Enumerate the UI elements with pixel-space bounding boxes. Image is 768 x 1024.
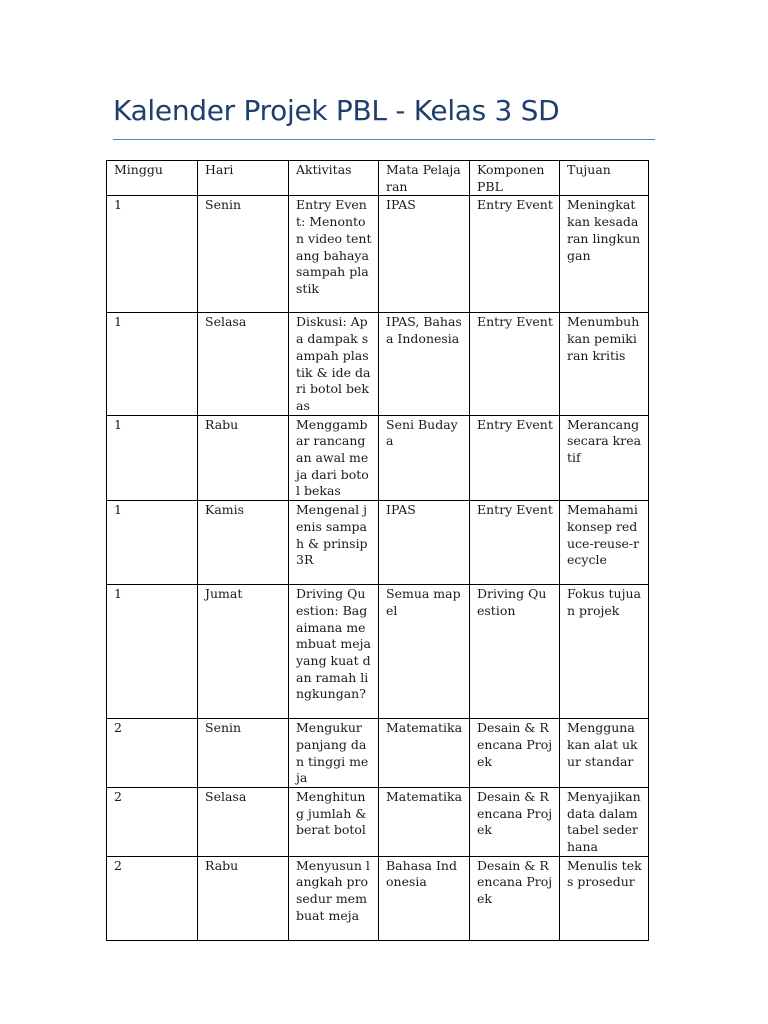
project-calendar-table: [106, 160, 649, 941]
cell-hari: Rabu: [198, 856, 289, 940]
table-row: [107, 585, 649, 719]
cell-mata-pelajaran: Matematika: [379, 719, 470, 788]
cell-hari: Senin: [198, 196, 289, 313]
cell-tujuan: Menumbuhkan pemikiran kritis: [560, 313, 649, 415]
cell-mata-pelajaran: IPAS: [379, 196, 470, 313]
header-cell-hari: Hari: [198, 161, 289, 196]
cell-komponen-pbl: Desain & Rencana Projek: [470, 787, 560, 856]
cell-komponen-pbl: Entry Event: [470, 501, 560, 585]
cell-mata-pelajaran: Semua mapel: [379, 585, 470, 719]
table-row: [107, 501, 649, 585]
cell-aktivitas: Menggambar rancangan awal meja dari botol bekas: [289, 415, 379, 501]
cell-minggu: 1: [107, 196, 198, 313]
cell-aktivitas: Diskusi: Apa dampak sampah plastik & ide dari botol bekas: [289, 313, 379, 415]
table-header-row: [107, 161, 649, 196]
document-title: Kalender Projek PBL - Kelas 3 SD: [113, 94, 560, 127]
cell-aktivitas: Menyusun langkah prosedur membuat meja: [289, 856, 379, 940]
table-row: [107, 856, 649, 940]
cell-mata-pelajaran: Bahasa Indonesia: [379, 856, 470, 940]
cell-tujuan: Menulis teks prosedur: [560, 856, 649, 940]
cell-aktivitas: Driving Question: Bagaimana membuat meja yang kuat dan ramah lingkungan?: [289, 585, 379, 719]
cell-aktivitas: Entry Event: Menonton video tentang bahaya sampah plastik: [289, 196, 379, 313]
cell-hari: Selasa: [198, 787, 289, 856]
cell-tujuan: Menyajikan data dalam tabel sederhana: [560, 787, 649, 856]
cell-komponen-pbl: Entry Event: [470, 196, 560, 313]
cell-komponen-pbl: Driving Question: [470, 585, 560, 719]
header-cell-komponen-pbl: Komponen PBL: [470, 161, 560, 196]
cell-minggu: 1: [107, 501, 198, 585]
cell-tujuan: Memahami konsep reduce-reuse-recycle: [560, 501, 649, 585]
header-cell-tujuan: Tujuan: [560, 161, 649, 196]
table-row: [107, 719, 649, 788]
cell-mata-pelajaran: IPAS: [379, 501, 470, 585]
cell-minggu: 2: [107, 856, 198, 940]
cell-aktivitas: Menghitung jumlah & berat botol: [289, 787, 379, 856]
cell-komponen-pbl: Entry Event: [470, 415, 560, 501]
cell-komponen-pbl: Entry Event: [470, 313, 560, 415]
cell-minggu: 1: [107, 313, 198, 415]
cell-hari: Rabu: [198, 415, 289, 501]
cell-hari: Kamis: [198, 501, 289, 585]
table-row: [107, 196, 649, 313]
cell-komponen-pbl: Desain & Rencana Projek: [470, 856, 560, 940]
header-cell-aktivitas: Aktivitas: [289, 161, 379, 196]
cell-mata-pelajaran: IPAS, Bahasa Indonesia: [379, 313, 470, 415]
cell-tujuan: Fokus tujuan projek: [560, 585, 649, 719]
cell-hari: Selasa: [198, 313, 289, 415]
header-cell-minggu: Minggu: [107, 161, 198, 196]
header-cell-mata-pelajaran: Mata Pelajaran: [379, 161, 470, 196]
cell-tujuan: Menggunakan alat ukur standar: [560, 719, 649, 788]
cell-mata-pelajaran: Seni Budaya: [379, 415, 470, 501]
cell-mata-pelajaran: Matematika: [379, 787, 470, 856]
cell-komponen-pbl: Desain & Rencana Projek: [470, 719, 560, 788]
cell-minggu: 1: [107, 585, 198, 719]
cell-minggu: 2: [107, 719, 198, 788]
cell-aktivitas: Mengenal jenis sampah & prinsip 3R: [289, 501, 379, 585]
cell-tujuan: Meningkatkan kesadaran lingkungan: [560, 196, 649, 313]
cell-hari: Jumat: [198, 585, 289, 719]
table-row: [107, 415, 649, 501]
table-row: [107, 313, 649, 415]
title-underline: [113, 139, 655, 140]
cell-hari: Senin: [198, 719, 289, 788]
cell-minggu: 2: [107, 787, 198, 856]
cell-aktivitas: Mengukur panjang dan tinggi meja: [289, 719, 379, 788]
cell-minggu: 1: [107, 415, 198, 501]
cell-tujuan: Merancang secara kreatif: [560, 415, 649, 501]
table-row: [107, 787, 649, 856]
